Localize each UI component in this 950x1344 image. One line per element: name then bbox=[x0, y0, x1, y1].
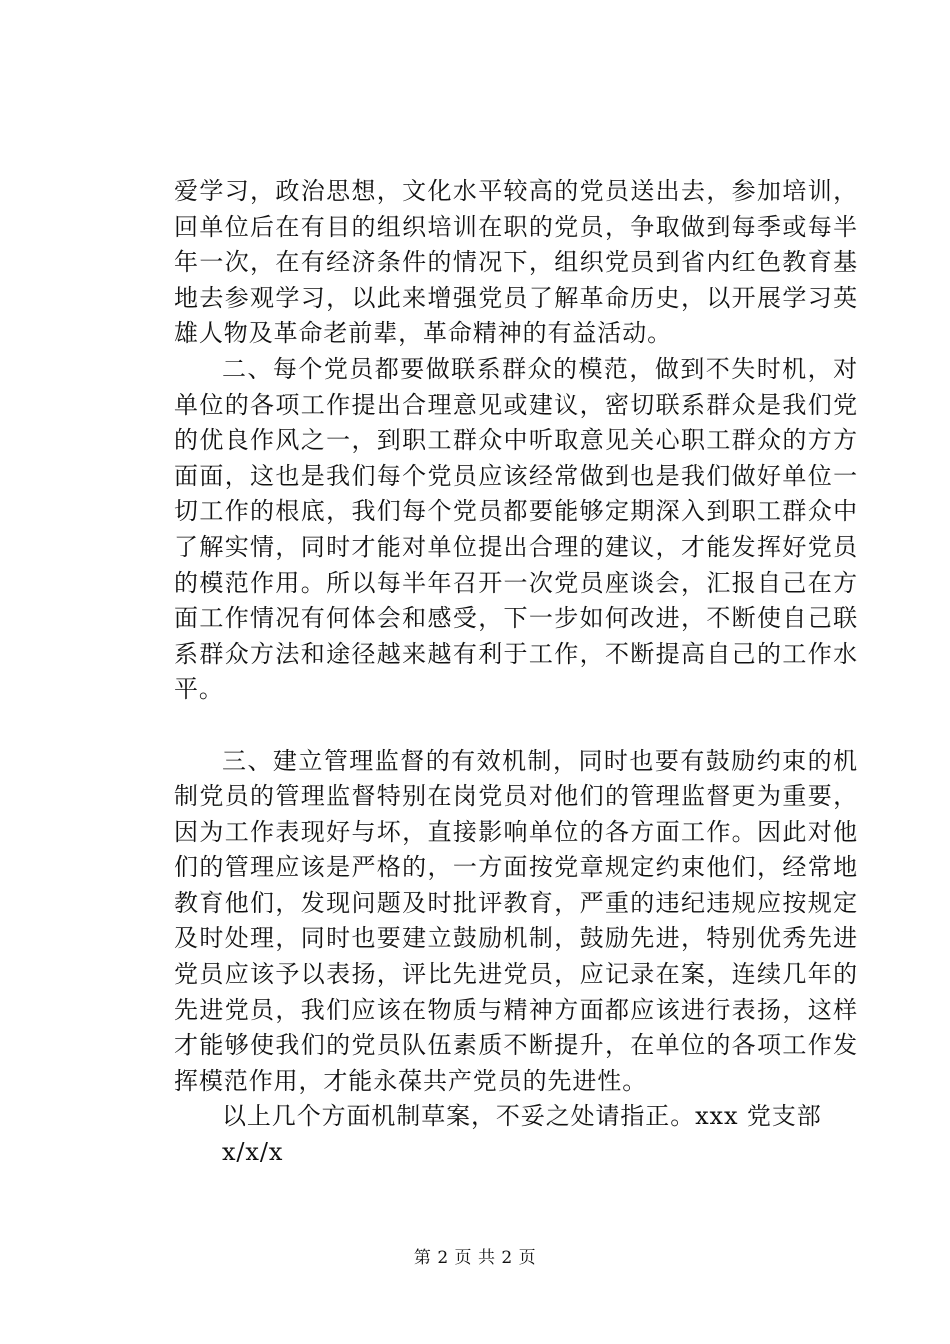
document-body bbox=[174, 174, 858, 1171]
paragraph-section-two: 二、每个党员都要做联系群众的模范，做到不失时机，对单位的各项工作提出合理意见或建议，密切联系群众是我们党的优良作风之一，到职工群众中听取意见关心职工群众的方方面面，这也是我们每个党员应该经常做到也是我们做好单位一切工作的根底，我们每个党员都要能够定期深入到职工群众中了解实情，同时才能对单位提出合理的建议，才能发挥好党员的模范作用。所以每半年召开一次党员座谈会，汇报自己在方面工作情况有何体会和感受，下一步如何改进，不断使自己联系群众方法和途径越来越有利于工作，不断提高自己的工作水平。 bbox=[174, 354, 858, 704]
paragraph-section-three: 三、建立管理监督的有效机制，同时也要有鼓励约束的机制党员的管理监督特别在岗党员对他们的管理监督更为重要，因为工作表现好与坏，直接影响单位的各方面工作。因此对他们的管理应该是严格的，一方面按党章规定约束他们，经常地教育他们，发现问题及时批评教育，严重的违纪违规应按规定及时处理，同时也要建立鼓励机制，鼓励先进，特别优秀先进党员应该予以表扬，评比先进党员，应记录在案，连续几年的先进党员，我们应该在物质与精神方面都应该进行表扬，这样才能够使我们的党员队伍素质不断提升，在单位的各项工作发挥模范作用，才能永葆共产党员的先进性。 bbox=[174, 746, 858, 1095]
signature-date: x/x/x bbox=[222, 1138, 284, 1167]
page-footer: 第 2 页 共 2 页 bbox=[413, 1248, 537, 1268]
paragraph-continuation: 爱学习，政治思想，文化水平较高的党员送出去，参加培训，回单位后在有目的组织培训在职的党员，争取做到每季或每半年一次，在有经济条件的情况下，组织党员到省内红色教育基地去参观学习，以此来增强党员了解革命历史，以开展学习英雄人物及革命老前辈，革命精神的有益活动。 bbox=[174, 177, 858, 348]
closing-line: 以上几个方面机制草案，不妥之处请指正。xxx 党支部 bbox=[222, 1102, 822, 1131]
